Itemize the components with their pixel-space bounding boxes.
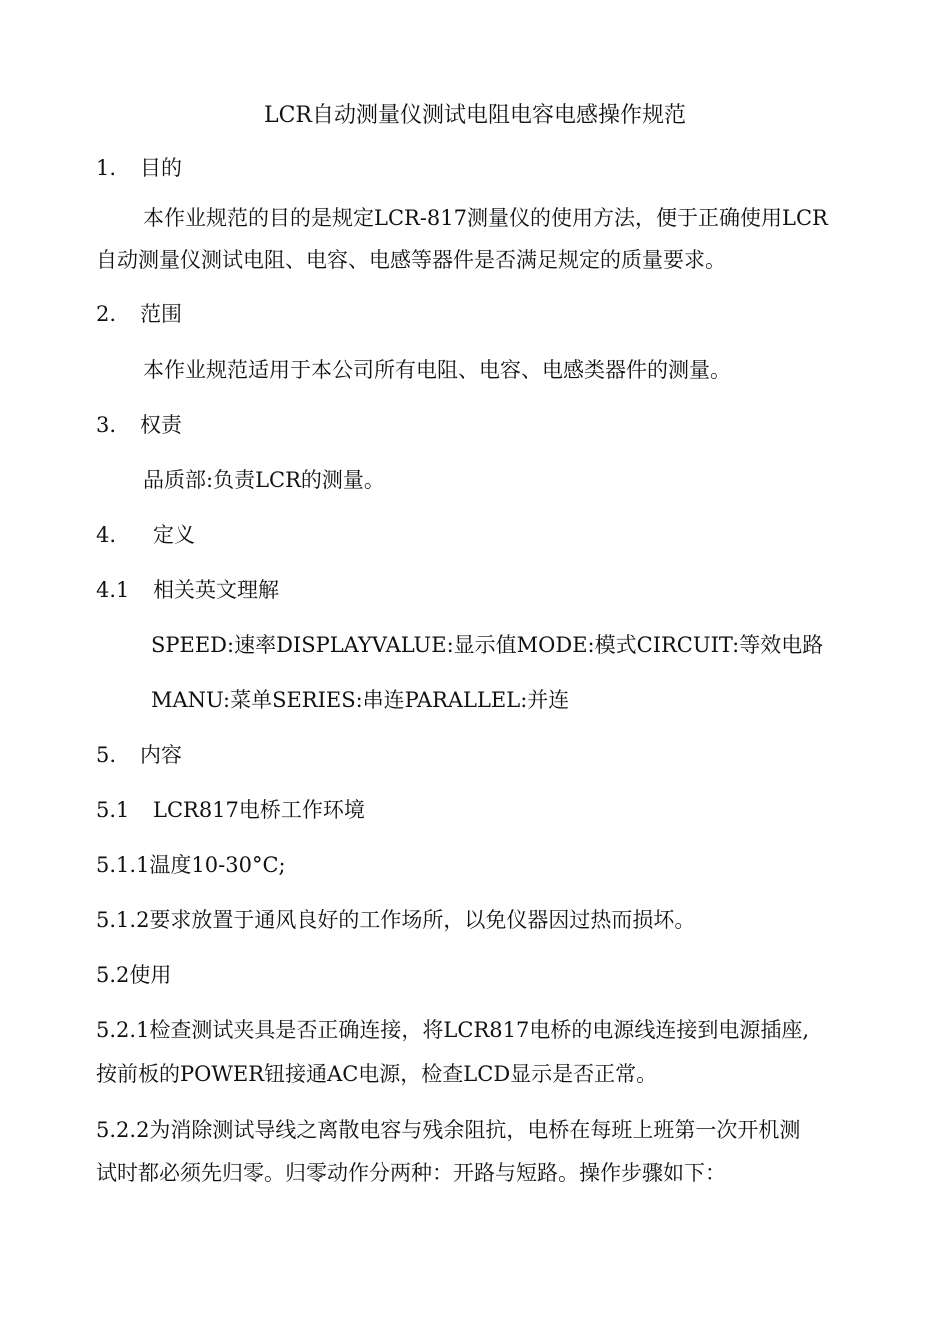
- item-5-2-1-line-1: 5.2.1检查测试夹具是否正确连接，将LCR817电桥的电源线连接到电源插座,: [96, 1018, 810, 1042]
- section-2-paragraph: 本作业规范适用于本公司所有电阻、电容、电感类器件的测量。: [143, 358, 731, 382]
- section-2-heading: [96, 300, 182, 328]
- section-3-heading: [96, 411, 182, 439]
- definition-line-1: SPEED:速率DISPLAYVALUE:显示值MODE:模式CIRCUIT:等效电路: [151, 633, 824, 657]
- section-title: 权责: [140, 413, 182, 437]
- section-number: 2.: [96, 302, 117, 326]
- item-5-1-1: 5.1.1温度10-30°C;: [96, 853, 286, 877]
- section-number: 3.: [96, 413, 117, 437]
- section-number: 1.: [96, 156, 117, 180]
- item-5-2-2-line-2: 试时都必须先归零。归零动作分两种：开路与短路。操作步骤如下：: [96, 1161, 726, 1185]
- section-number: 5.: [96, 743, 117, 767]
- section-number: 5.1: [96, 798, 130, 822]
- item-5-1-2: 5.1.2要求放置于通风良好的工作场所，以免仪器因过热而损坏。: [96, 908, 696, 932]
- item-5-2-1-line-2: 按前板的POWER钮接通AC电源，检查LCD显示是否正常。: [96, 1062, 658, 1086]
- document-title: LCR自动测量仪测试电阻电容电感操作规范: [263, 103, 686, 128]
- section-1-paragraph-line-2: 自动测量仪测试电阻、电容、电感等器件是否满足规定的质量要求。: [96, 248, 726, 272]
- section-5-1-heading: [96, 796, 365, 824]
- section-1-paragraph-line-1: 本作业规范的目的是规定LCR-817测量仪的使用方法，便于正确使用LCR: [143, 206, 828, 230]
- section-4-1-heading: [96, 576, 279, 604]
- section-title: 内容: [140, 743, 182, 767]
- section-title: LCR817电桥工作环境: [153, 798, 365, 822]
- section-number: 4.: [96, 523, 117, 547]
- definition-line-2: MANU:菜单SERIES:串连PARALLEL:并连: [151, 688, 570, 712]
- section-3-paragraph: 品质部:负责LCR的测量。: [143, 468, 385, 492]
- section-1-heading: [96, 154, 182, 182]
- section-5-heading: [96, 741, 182, 769]
- section-title: 定义: [153, 523, 195, 547]
- section-number: 4.1: [96, 578, 130, 602]
- section-4-heading: [96, 521, 195, 549]
- item-5-2-2-line-1: 5.2.2为消除测试导线之离散电容与残余阻抗，电桥在每班上班第一次开机测: [96, 1118, 801, 1142]
- section-title: 目的: [140, 156, 182, 180]
- section-title: 相关英文理解: [153, 578, 279, 602]
- section-5-2-heading: 5.2使用: [96, 963, 172, 987]
- section-title: 范围: [140, 302, 182, 326]
